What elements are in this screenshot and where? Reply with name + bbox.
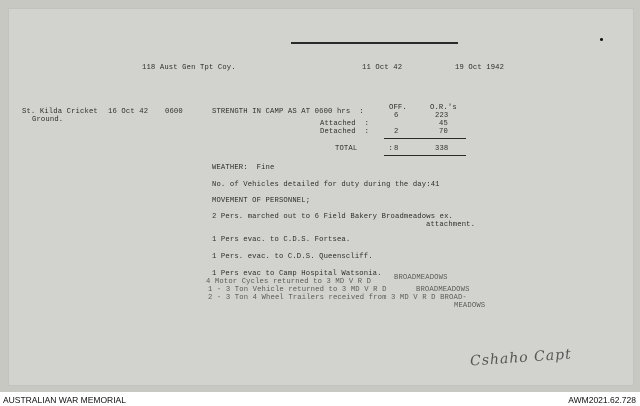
strength-label: STRENGTH IN CAMP AS AT 0600 hrs : xyxy=(212,108,364,116)
total-ors: 338 xyxy=(435,145,449,153)
movement-3: 1 Pers. evac. to C.D.S. Queenscliff. xyxy=(212,253,373,261)
col-ors-header: O.R.'s xyxy=(430,104,457,112)
movement-1: 2 Pers. marched out to 6 Field Bakery Broadmeadows ex. xyxy=(212,213,454,221)
total-label: TOTAL : xyxy=(335,145,394,153)
entry-time: 0600 xyxy=(165,108,183,116)
war-diary-page xyxy=(8,8,634,386)
off-detached: 2 xyxy=(394,128,399,136)
movement-6-place: BROADMEADOWS xyxy=(416,286,470,294)
ors-in-camp: 223 xyxy=(435,112,449,120)
col-off-header: OFF. xyxy=(389,104,407,112)
total-off: 8 xyxy=(394,145,399,153)
ors-attached: 45 xyxy=(439,120,448,128)
weather: WEATHER: Fine xyxy=(212,164,275,172)
ors-detached: 70 xyxy=(439,128,448,136)
footer-institution: AUSTRALIAN WAR MEMORIAL xyxy=(3,395,126,405)
off-in-camp: 6 xyxy=(394,112,399,120)
movement-5-place: BROADMEADOWS xyxy=(394,274,448,282)
place-line-2: Ground. xyxy=(32,116,64,124)
footer-reference: AWM2021.62.728 xyxy=(568,395,636,405)
total-rule-top xyxy=(384,138,466,139)
total-rule-bottom xyxy=(384,155,466,156)
place-line-1: St. Kilda Cricket xyxy=(22,108,98,116)
movement-6: 1 - 3 Ton Vehicle returned to 3 MD V R D xyxy=(208,286,387,294)
movement-2: 1 Pers evac. to C.D.S. Fortsea. xyxy=(212,236,351,244)
movement-4: 1 Pers evac to Camp Hospital Watsonia. xyxy=(212,270,382,278)
vehicles-detailed: No. of Vehicles detailed for duty during the day:41 xyxy=(212,181,440,189)
attached-label: Attached : xyxy=(320,120,370,128)
date-from: 11 Oct 42 xyxy=(362,64,403,72)
header-rule xyxy=(291,42,458,44)
date-to: 19 Oct 1942 xyxy=(455,64,505,72)
movement-heading: MOVEMENT OF PERSONNEL; xyxy=(212,197,311,205)
punch-mark xyxy=(600,38,603,41)
handwritten-signature: Cshaho Capt xyxy=(469,346,573,370)
detached-label: Detached : xyxy=(320,128,370,136)
archive-footer xyxy=(0,394,640,406)
movement-7-cont: MEADOWS xyxy=(454,302,486,310)
movement-1-cont: attachment. xyxy=(426,221,476,229)
unit-name: 118 Aust Gen Tpt Coy. xyxy=(142,64,236,72)
entry-date: 16 Oct 42 xyxy=(108,108,149,116)
movement-7: 2 - 3 Ton 4 Wheel Trailers received from 3 MD V R D BROAD- xyxy=(208,294,467,302)
movement-5: 4 Motor Cycles returned to 3 MD V R D xyxy=(206,278,372,286)
